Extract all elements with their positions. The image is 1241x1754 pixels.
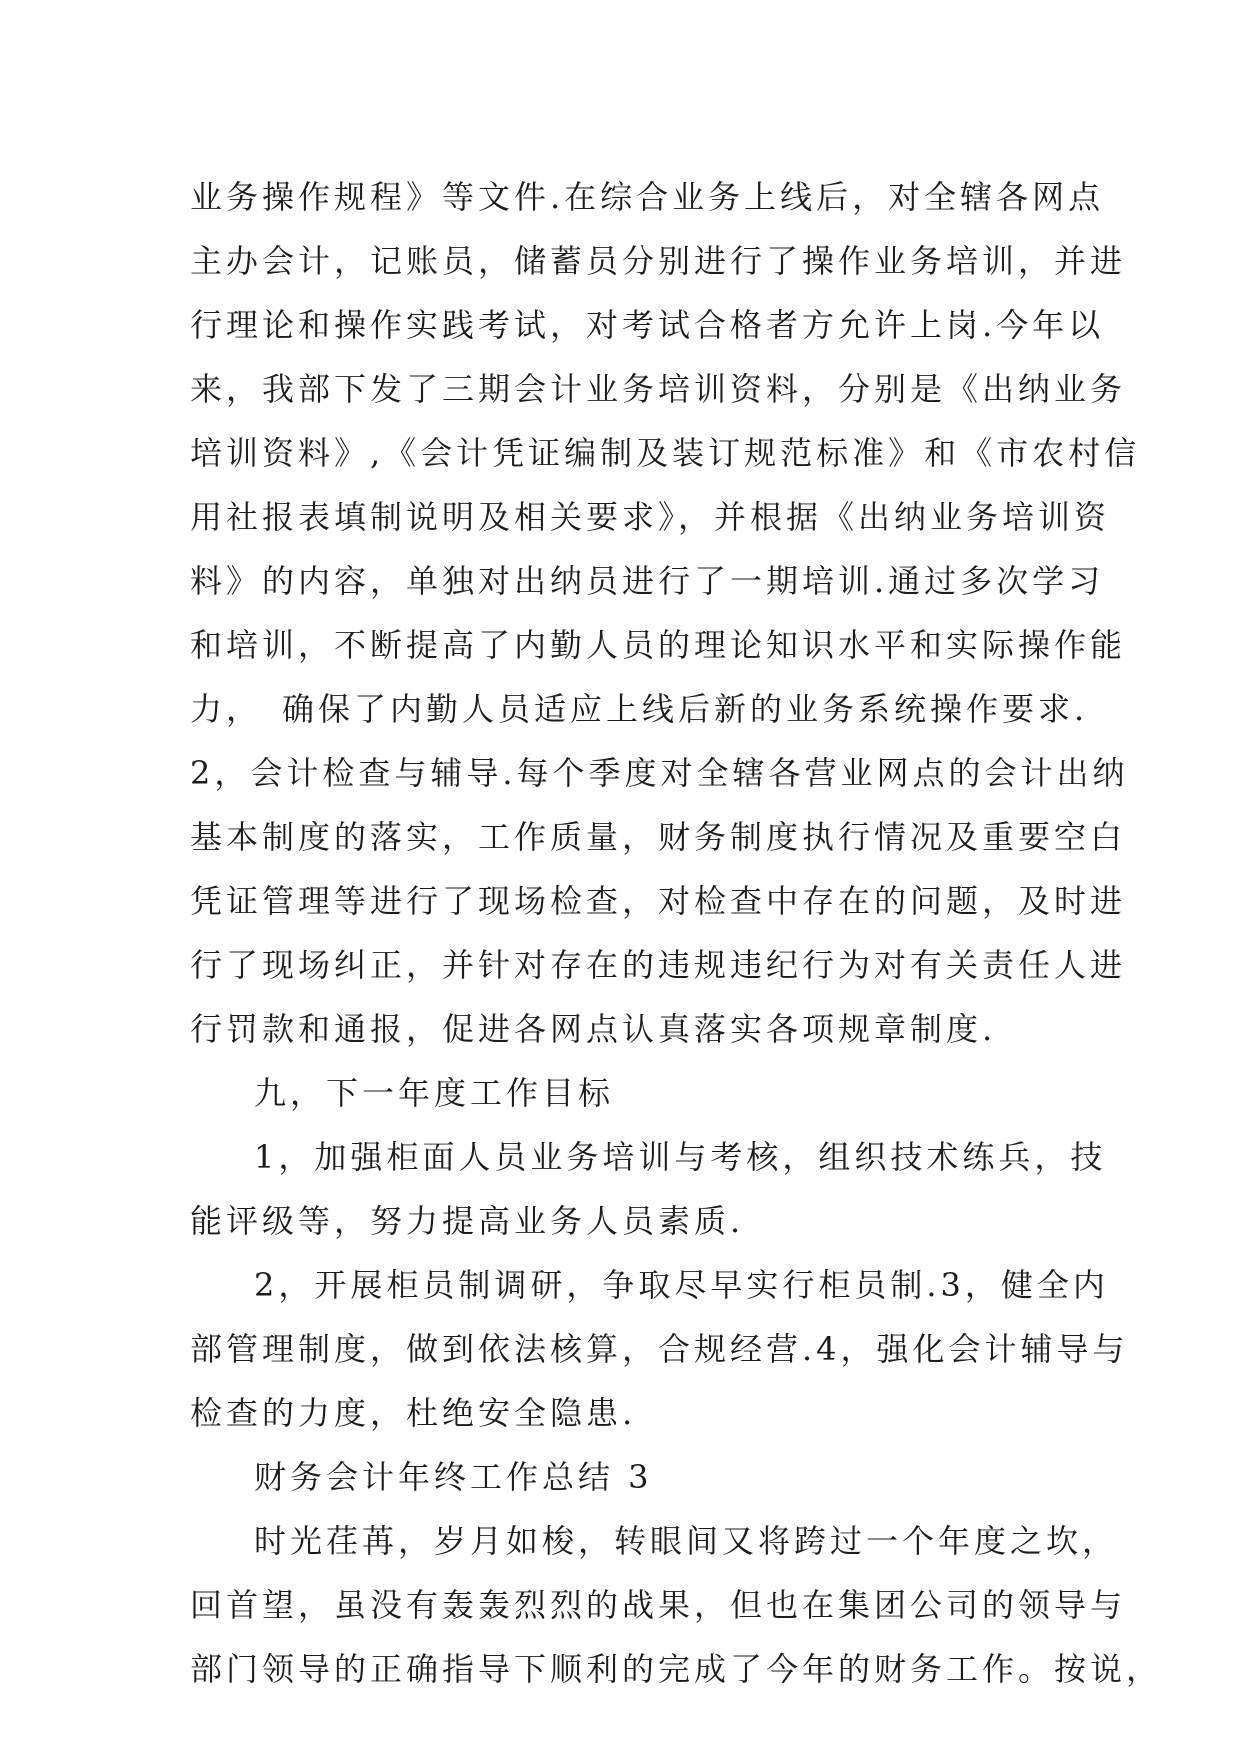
document-body	[190, 165, 1163, 1701]
text-line: 行理论和操作实践考试，对考试合格者方允许上岗.今年以	[190, 306, 1105, 344]
text-line: 2，开展柜员制调研，争取尽早实行柜员制.3，健全内	[254, 1266, 1109, 1304]
text-line: 料》的内容，单独对出纳员进行了一期培训.通过多次学习	[190, 562, 1105, 600]
text-line: 2，会计检查与辅导.每个季度对全辖各营业网点的会计出纳	[190, 754, 1129, 792]
text-line: 培训资料》,《会计凭证编制及装订规范标准》和《市农村信	[190, 434, 1141, 472]
text-line: 行了现场纠正，并针对存在的违规违纪行为对有关责任人进	[190, 946, 1127, 984]
text-line: 行罚款和通报，促进各网点认真落实各项规章制度.	[190, 1010, 997, 1048]
text-line: 基本制度的落实，工作质量，财务制度执行情况及重要空白	[190, 818, 1127, 856]
text-line: 和培训，不断提高了内勤人员的理论知识水平和实际操作能	[190, 626, 1127, 664]
text-line: 用社报表填制说明及相关要求》，并根据《出纳业务培训资	[190, 498, 1111, 536]
section-heading: 财务会计年终工作总结 3	[254, 1458, 653, 1496]
text-line: 回首望，虽没有轰轰烈烈的战果，但也在集团公司的领导与	[190, 1586, 1127, 1624]
text-line: 部管理制度，做到依法核算，合规经营.4，强化会计辅导与	[190, 1330, 1129, 1368]
text-line: 凭证管理等进行了现场检查，对检查中存在的问题，及时进	[190, 882, 1127, 920]
text-line: 主办会计，记账员，储蓄员分别进行了操作业务培训，并进	[190, 242, 1127, 280]
text-line: 部门领导的正确指导下顺利的完成了今年的财务工作。按说，	[190, 1650, 1163, 1688]
text-line: 力， 确保了内勤人员适应上线后新的业务系统操作要求.	[190, 690, 1089, 728]
text-line: 能评级等，努力提高业务人员素质.	[190, 1202, 745, 1240]
text-line: 来，我部下发了三期会计业务培训资料，分别是《出纳业务	[190, 370, 1127, 408]
text-line: 检查的力度，杜绝安全隐患.	[190, 1394, 637, 1432]
text-line: 时光荏苒，岁月如梭，转眼间又将跨过一个年度之坎，	[254, 1522, 1119, 1560]
text-line: 1，加强柜面人员业务培训与考核，组织技术练兵，技	[254, 1138, 1107, 1176]
text-line: 业务操作规程》等文件.在综合业务上线后，对全辖各网点	[190, 178, 1105, 216]
section-heading: 九，下一年度工作目标	[254, 1074, 615, 1112]
